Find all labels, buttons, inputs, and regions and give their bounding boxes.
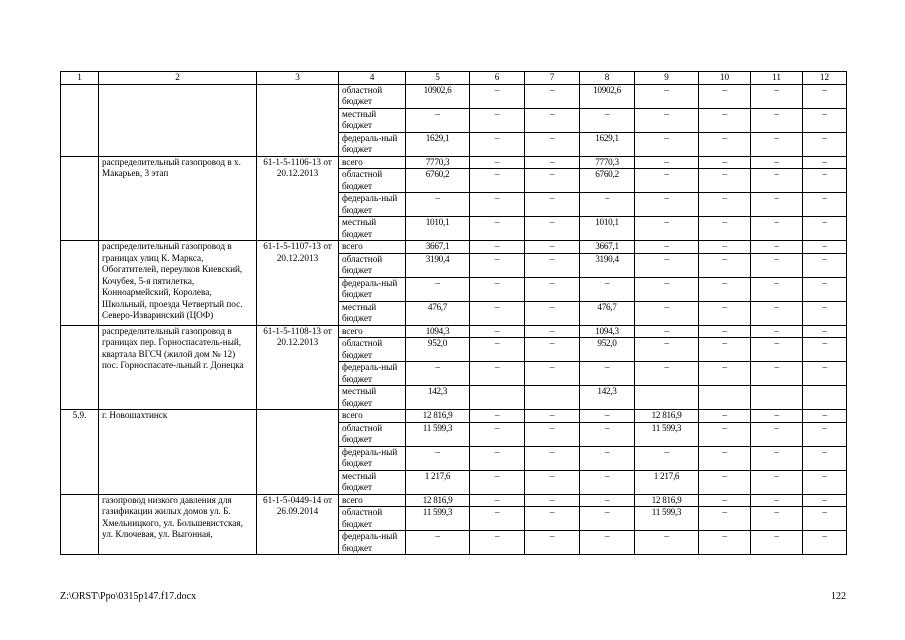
- permit-code: 61-1-5-1107-13 от 20.12.2013: [257, 241, 339, 326]
- value-cell-col-6: –: [470, 531, 525, 555]
- value-cell-col-9: –: [635, 277, 699, 301]
- value-cell-col-9: 11 599,3: [635, 507, 699, 531]
- value-cell-col-8: –: [580, 277, 635, 301]
- value-cell-col-9: [635, 386, 699, 410]
- funding-source: всего: [339, 325, 406, 338]
- value-cell-col-6: –: [470, 277, 525, 301]
- table-row: [61, 494, 847, 507]
- value-cell-col-11: –: [751, 325, 803, 338]
- value-cell-col-9: –: [635, 108, 699, 132]
- value-cell-col-8: –: [580, 470, 635, 494]
- value-cell-col-5: 1094,3: [406, 325, 470, 338]
- value-cell-col-8: –: [580, 531, 635, 555]
- value-cell-col-10: –: [699, 446, 751, 470]
- value-cell-col-5: 1010,1: [406, 217, 470, 241]
- value-cell-col-12: –: [803, 338, 847, 362]
- object-name: газопровод низкого давления для газификации жилых домов ул. Б. Хмельницкого, ул. Большевистская, ул. Ключевая, ул. Выгонная,: [99, 494, 257, 555]
- value-cell-col-8: 3667,1: [580, 241, 635, 254]
- value-cell-col-11: –: [751, 193, 803, 217]
- value-cell-col-9: –: [635, 531, 699, 555]
- value-cell-col-9: –: [635, 156, 699, 169]
- value-cell-col-9: 1 217,6: [635, 470, 699, 494]
- value-cell-col-10: –: [699, 253, 751, 277]
- value-cell-col-5: 3190,4: [406, 253, 470, 277]
- value-cell-col-5: 11 599,3: [406, 422, 470, 446]
- value-cell-col-6: –: [470, 338, 525, 362]
- value-cell-col-6: –: [470, 132, 525, 156]
- value-cell-col-8: 3190,4: [580, 253, 635, 277]
- value-cell-col-8: –: [580, 422, 635, 446]
- value-cell-col-10: [699, 386, 751, 410]
- value-cell-col-7: –: [525, 241, 580, 254]
- value-cell-col-12: –: [803, 325, 847, 338]
- value-cell-col-10: –: [699, 277, 751, 301]
- value-cell-col-6: –: [470, 241, 525, 254]
- funding-source: федераль-ный бюджет: [339, 531, 406, 555]
- funding-source: всего: [339, 241, 406, 254]
- value-cell-col-6: [470, 386, 525, 410]
- value-cell-col-11: –: [751, 217, 803, 241]
- value-cell-col-9: –: [635, 362, 699, 386]
- value-cell-col-8: 7770,3: [580, 156, 635, 169]
- value-cell-col-6: –: [470, 446, 525, 470]
- value-cell-col-10: –: [699, 169, 751, 193]
- column-header-12: 12: [803, 72, 847, 85]
- value-cell-col-8: 1094,3: [580, 325, 635, 338]
- value-cell-col-8: –: [580, 446, 635, 470]
- value-cell-col-8: –: [580, 362, 635, 386]
- value-cell-col-7: –: [525, 470, 580, 494]
- value-cell-col-5: 10902,6: [406, 84, 470, 108]
- value-cell-col-11: –: [751, 301, 803, 325]
- column-header-9: 9: [635, 72, 699, 85]
- value-cell-col-10: –: [699, 362, 751, 386]
- column-header-3: 3: [257, 72, 339, 85]
- value-cell-col-8: 1629,1: [580, 132, 635, 156]
- column-header-1: 1: [61, 72, 99, 85]
- value-cell-col-9: –: [635, 325, 699, 338]
- value-cell-col-12: [803, 386, 847, 410]
- permit-code: 61-1-5-1108-13 от 20.12.2013: [257, 325, 339, 410]
- value-cell-col-7: –: [525, 531, 580, 555]
- permit-code: [257, 410, 339, 495]
- value-cell-col-11: –: [751, 277, 803, 301]
- object-name: распределительный газопровод в границах пер. Горноспасатель-ный, квартала ВГСЧ (жилой дом № 12) пос. Горноспасате-льный г. Донецка: [99, 325, 257, 410]
- value-cell-col-6: –: [470, 169, 525, 193]
- value-cell-col-8: 6760,2: [580, 169, 635, 193]
- value-cell-col-8: 10902,6: [580, 84, 635, 108]
- value-cell-col-5: 3667,1: [406, 241, 470, 254]
- value-cell-col-10: –: [699, 132, 751, 156]
- funding-source: областной бюджет: [339, 84, 406, 108]
- value-cell-col-11: –: [751, 531, 803, 555]
- value-cell-col-11: –: [751, 156, 803, 169]
- value-cell-col-6: –: [470, 84, 525, 108]
- value-cell-col-6: –: [470, 253, 525, 277]
- item-number: [61, 325, 99, 410]
- column-header-10: 10: [699, 72, 751, 85]
- value-cell-col-6: –: [470, 217, 525, 241]
- value-cell-col-6: –: [470, 507, 525, 531]
- value-cell-col-8: –: [580, 410, 635, 423]
- value-cell-col-6: –: [470, 362, 525, 386]
- value-cell-col-9: 12 816,9: [635, 410, 699, 423]
- value-cell-col-7: [525, 386, 580, 410]
- value-cell-col-9: –: [635, 169, 699, 193]
- value-cell-col-11: –: [751, 253, 803, 277]
- column-header-4: 4: [339, 72, 406, 85]
- value-cell-col-7: –: [525, 156, 580, 169]
- value-cell-col-12: –: [803, 193, 847, 217]
- value-cell-col-7: –: [525, 494, 580, 507]
- value-cell-col-9: –: [635, 241, 699, 254]
- value-cell-col-9: –: [635, 132, 699, 156]
- value-cell-col-10: –: [699, 338, 751, 362]
- value-cell-col-11: –: [751, 470, 803, 494]
- value-cell-col-12: –: [803, 507, 847, 531]
- funding-source: федераль-ный бюджет: [339, 193, 406, 217]
- value-cell-col-12: –: [803, 531, 847, 555]
- value-cell-col-5: –: [406, 277, 470, 301]
- item-number: [61, 84, 99, 156]
- value-cell-col-7: –: [525, 253, 580, 277]
- value-cell-col-10: –: [699, 422, 751, 446]
- value-cell-col-9: –: [635, 446, 699, 470]
- value-cell-col-6: –: [470, 422, 525, 446]
- value-cell-col-11: –: [751, 338, 803, 362]
- value-cell-col-10: –: [699, 531, 751, 555]
- permit-code: 61-1-5-0449-14 от 26.09.2014: [257, 494, 339, 555]
- value-cell-col-7: –: [525, 507, 580, 531]
- object-name: распределительный газопровод в х. Макарьев, 3 этап: [99, 156, 257, 241]
- funding-source: федераль-ный бюджет: [339, 132, 406, 156]
- value-cell-col-11: –: [751, 362, 803, 386]
- value-cell-col-10: –: [699, 84, 751, 108]
- budget-table: [60, 71, 847, 555]
- funding-source: федераль-ный бюджет: [339, 277, 406, 301]
- column-header-2: 2: [99, 72, 257, 85]
- value-cell-col-5: –: [406, 193, 470, 217]
- table-header-row: [61, 72, 847, 85]
- permit-code: 61-1-5-1106-13 от 20.12.2013: [257, 156, 339, 241]
- file-path: Z:\ORST\Ppo\0315p147.f17.docx: [60, 591, 197, 602]
- value-cell-col-5: 6760,2: [406, 169, 470, 193]
- table-row: [61, 241, 847, 254]
- value-cell-col-9: –: [635, 84, 699, 108]
- value-cell-col-5: –: [406, 446, 470, 470]
- value-cell-col-10: –: [699, 156, 751, 169]
- value-cell-col-7: –: [525, 169, 580, 193]
- item-number: [61, 156, 99, 241]
- value-cell-col-11: –: [751, 410, 803, 423]
- value-cell-col-12: –: [803, 253, 847, 277]
- funding-source: областной бюджет: [339, 422, 406, 446]
- value-cell-col-6: –: [470, 108, 525, 132]
- column-header-11: 11: [751, 72, 803, 85]
- funding-source: местный бюджет: [339, 108, 406, 132]
- value-cell-col-12: –: [803, 470, 847, 494]
- object-name: г. Новошахтинск: [99, 410, 257, 495]
- column-header-6: 6: [470, 72, 525, 85]
- value-cell-col-7: –: [525, 446, 580, 470]
- value-cell-col-12: –: [803, 108, 847, 132]
- funding-source: всего: [339, 410, 406, 423]
- value-cell-col-5: 476,7: [406, 301, 470, 325]
- value-cell-col-5: –: [406, 531, 470, 555]
- table-row: [61, 410, 847, 423]
- funding-source: областной бюджет: [339, 169, 406, 193]
- column-header-8: 8: [580, 72, 635, 85]
- value-cell-col-11: –: [751, 132, 803, 156]
- value-cell-col-12: –: [803, 362, 847, 386]
- value-cell-col-7: –: [525, 422, 580, 446]
- value-cell-col-5: 1629,1: [406, 132, 470, 156]
- value-cell-col-5: 7770,3: [406, 156, 470, 169]
- value-cell-col-7: –: [525, 132, 580, 156]
- value-cell-col-6: –: [470, 410, 525, 423]
- value-cell-col-8: 142,3: [580, 386, 635, 410]
- funding-source: всего: [339, 494, 406, 507]
- value-cell-col-11: –: [751, 108, 803, 132]
- value-cell-col-8: 476,7: [580, 301, 635, 325]
- value-cell-col-12: –: [803, 132, 847, 156]
- value-cell-col-12: –: [803, 84, 847, 108]
- value-cell-col-11: –: [751, 169, 803, 193]
- value-cell-col-12: –: [803, 156, 847, 169]
- value-cell-col-5: –: [406, 362, 470, 386]
- value-cell-col-7: –: [525, 84, 580, 108]
- funding-source: федераль-ный бюджет: [339, 446, 406, 470]
- value-cell-col-6: –: [470, 325, 525, 338]
- value-cell-col-12: –: [803, 494, 847, 507]
- value-cell-col-12: –: [803, 410, 847, 423]
- value-cell-col-12: –: [803, 169, 847, 193]
- value-cell-col-6: –: [470, 470, 525, 494]
- table-row: [61, 156, 847, 169]
- value-cell-col-7: –: [525, 108, 580, 132]
- value-cell-col-9: –: [635, 338, 699, 362]
- value-cell-col-8: –: [580, 494, 635, 507]
- value-cell-col-6: –: [470, 193, 525, 217]
- value-cell-col-12: –: [803, 422, 847, 446]
- value-cell-col-10: –: [699, 494, 751, 507]
- value-cell-col-10: –: [699, 410, 751, 423]
- value-cell-col-5: 11 599,3: [406, 507, 470, 531]
- value-cell-col-12: –: [803, 301, 847, 325]
- value-cell-col-5: 142,3: [406, 386, 470, 410]
- value-cell-col-10: –: [699, 301, 751, 325]
- funding-source: областной бюджет: [339, 507, 406, 531]
- value-cell-col-9: –: [635, 193, 699, 217]
- value-cell-col-6: –: [470, 494, 525, 507]
- value-cell-col-7: –: [525, 325, 580, 338]
- item-number: [61, 494, 99, 555]
- value-cell-col-11: –: [751, 507, 803, 531]
- value-cell-col-9: –: [635, 301, 699, 325]
- value-cell-col-7: –: [525, 217, 580, 241]
- value-cell-col-12: –: [803, 277, 847, 301]
- value-cell-col-7: –: [525, 193, 580, 217]
- table-row: [61, 325, 847, 338]
- document-sheet: [60, 71, 846, 555]
- item-number: [61, 241, 99, 326]
- funding-source: местный бюджет: [339, 470, 406, 494]
- table-body: [61, 84, 847, 555]
- value-cell-col-9: 12 816,9: [635, 494, 699, 507]
- funding-source: областной бюджет: [339, 253, 406, 277]
- column-header-7: 7: [525, 72, 580, 85]
- value-cell-col-8: –: [580, 507, 635, 531]
- value-cell-col-7: –: [525, 410, 580, 423]
- value-cell-col-10: –: [699, 507, 751, 531]
- value-cell-col-5: 952,0: [406, 338, 470, 362]
- value-cell-col-12: –: [803, 241, 847, 254]
- value-cell-col-12: –: [803, 217, 847, 241]
- value-cell-col-10: –: [699, 108, 751, 132]
- value-cell-col-9: –: [635, 253, 699, 277]
- page-number: 122: [831, 591, 846, 602]
- funding-source: областной бюджет: [339, 338, 406, 362]
- column-header-5: 5: [406, 72, 470, 85]
- value-cell-col-7: –: [525, 301, 580, 325]
- value-cell-col-11: –: [751, 422, 803, 446]
- value-cell-col-11: –: [751, 494, 803, 507]
- value-cell-col-8: –: [580, 108, 635, 132]
- value-cell-col-8: 1010,1: [580, 217, 635, 241]
- value-cell-col-5: 1 217,6: [406, 470, 470, 494]
- value-cell-col-10: –: [699, 241, 751, 254]
- value-cell-col-9: –: [635, 217, 699, 241]
- value-cell-col-8: 952,0: [580, 338, 635, 362]
- value-cell-col-11: –: [751, 241, 803, 254]
- value-cell-col-5: 12 816,9: [406, 494, 470, 507]
- object-name: [99, 84, 257, 156]
- item-number: 5.9.: [61, 410, 99, 495]
- value-cell-col-7: –: [525, 277, 580, 301]
- funding-source: местный бюджет: [339, 301, 406, 325]
- value-cell-col-5: 12 816,9: [406, 410, 470, 423]
- value-cell-col-9: 11 599,3: [635, 422, 699, 446]
- funding-source: федераль-ный бюджет: [339, 362, 406, 386]
- value-cell-col-6: –: [470, 156, 525, 169]
- permit-code: [257, 84, 339, 156]
- value-cell-col-11: –: [751, 84, 803, 108]
- value-cell-col-10: –: [699, 217, 751, 241]
- table-row: [61, 84, 847, 108]
- value-cell-col-10: –: [699, 470, 751, 494]
- value-cell-col-11: [751, 386, 803, 410]
- value-cell-col-7: –: [525, 338, 580, 362]
- value-cell-col-12: –: [803, 446, 847, 470]
- value-cell-col-5: –: [406, 108, 470, 132]
- object-name: распределительный газопровод в границах улиц К. Маркса, Обогатителей, переулков Киевский, Кочубея, 5-я пятилетка, Конноармейский, Королева, Школьный, проезда Четвертый пос. Северо-Изваринский (ЦОФ): [99, 241, 257, 326]
- value-cell-col-11: –: [751, 446, 803, 470]
- value-cell-col-6: –: [470, 301, 525, 325]
- value-cell-col-7: –: [525, 362, 580, 386]
- value-cell-col-10: –: [699, 193, 751, 217]
- funding-source: всего: [339, 156, 406, 169]
- value-cell-col-10: –: [699, 325, 751, 338]
- value-cell-col-8: –: [580, 193, 635, 217]
- funding-source: местный бюджет: [339, 386, 406, 410]
- funding-source: местный бюджет: [339, 217, 406, 241]
